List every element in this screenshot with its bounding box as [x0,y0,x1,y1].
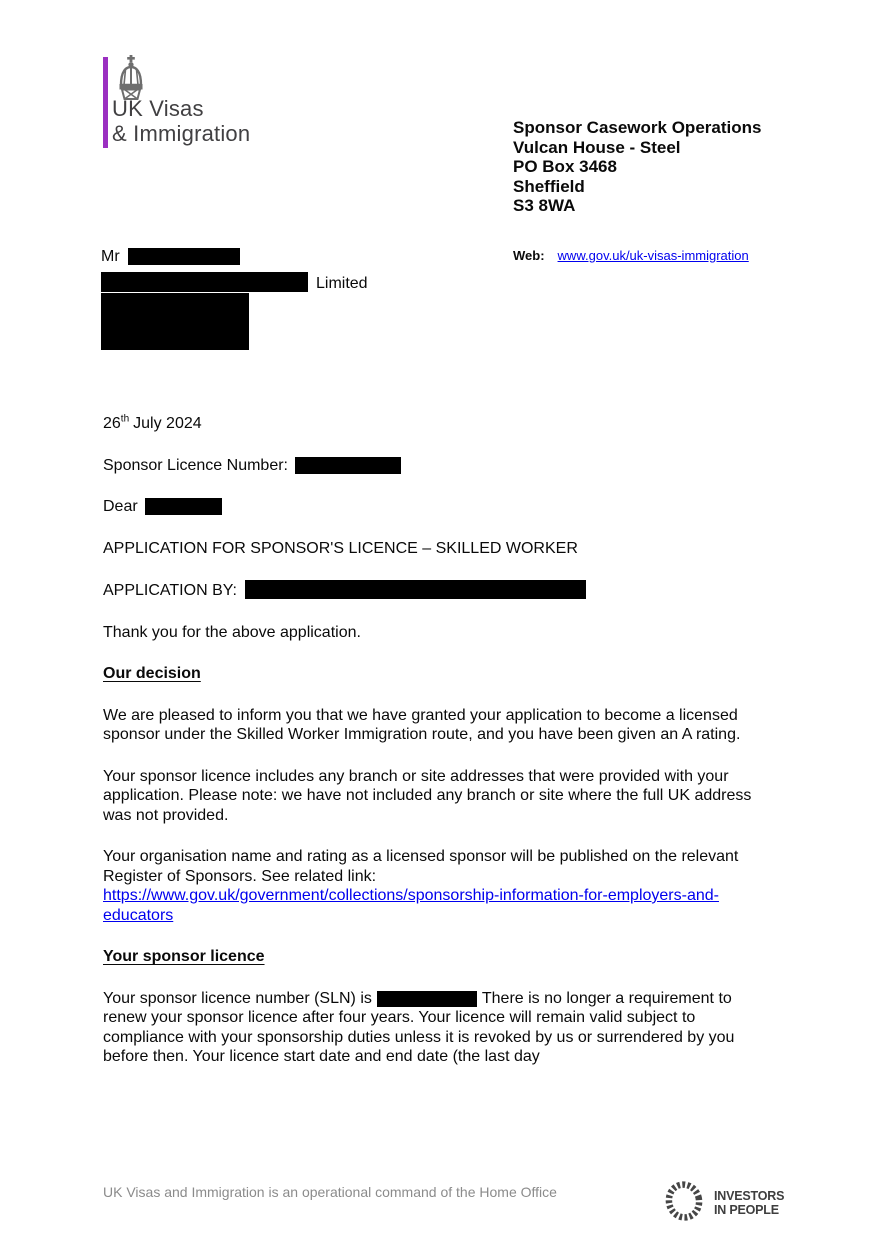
recipient-block [101,247,368,350]
redaction-sln [295,457,401,474]
register-of-sponsors-link[interactable]: https://www.gov.uk/government/collections/sponsorship-information-for-employers-and-educators [103,887,719,924]
date-day: 26 [103,415,121,432]
application-by-label: APPLICATION BY: [103,582,237,599]
web-label: Web: [513,248,545,263]
brand-line1: UK Visas [112,96,204,121]
iip-line2: IN PEOPLE [714,1202,779,1217]
redaction-recipient-name [128,248,240,265]
address-line: Vulcan House - Steel [513,137,681,157]
web-line [513,248,749,263]
licence-text-before: Your sponsor licence number (SLN) is [103,989,372,1007]
redaction-sln-inline [377,991,477,1007]
subject-line: APPLICATION FOR SPONSOR'S LICENCE – SKILLED WORKER [103,539,578,557]
letter-body [103,414,777,1089]
brand-line2: & Immigration [112,121,251,146]
brand-wordmark [112,96,250,146]
investors-in-people-logo [662,1177,784,1230]
office-address-block [513,118,761,216]
brand-purple-bar [103,57,108,148]
decision-paragraph-3 [103,847,777,925]
licence-text-after: There is no longer a requirement to renew your sponsor licence after four years. Your licence will remain valid subject to compliance with your sponsorship duties unless it is revoked by us or surrendered by you before then. Your licence start date and end date (the last day [103,989,735,1065]
address-line: Sponsor Casework Operations [513,118,762,137]
greeting-label: Dear [103,498,138,515]
decision-paragraph-1: We are pleased to inform you that we have granted your application to become a licensed sponsor under the Skilled Worker Immigration route, and you have been given an A rating. [103,706,741,743]
address-line: PO Box 3468 [513,157,617,176]
date-rest: July 2024 [133,415,202,432]
decision-heading: Our decision [103,665,201,682]
decision-paragraph-2: Your sponsor licence includes any branch or site addresses that were provided with your application. Please note: we have not included any branch or site where the full UK address was not provided. [103,767,752,824]
ukvi-web-link[interactable]: www.gov.uk/uk-visas-immigration [557,248,749,263]
greeting-line [103,497,777,517]
iip-line1: INVESTORS [714,1189,785,1203]
licence-paragraph [103,989,777,1067]
recipient-title: Mr [101,248,120,265]
footer-note: UK Visas and Immigration is an operational command of the Home Office [103,1184,557,1200]
redaction-company-address [101,293,249,350]
laurel-wreath-icon [662,1177,706,1230]
date-ordinal: th [120,413,130,425]
iip-wordmark [714,1190,784,1217]
licence-heading: Your sponsor licence [103,948,265,965]
redaction-greeting-name [145,498,222,515]
register-intro-text: Your organisation name and rating as a licensed sponsor will be published on the relevant Register of Sponsors. See related link: [103,848,739,885]
sln-line [103,456,777,476]
date-line [103,414,777,434]
address-line: Sheffield [513,176,585,196]
application-by-line [103,580,777,601]
sln-label: Sponsor Licence Number: [103,456,288,474]
company-suffix: Limited [316,275,368,292]
thanks-text: Thank you for the above application. [103,623,361,641]
address-line: S3 8WA [513,196,576,215]
redaction-applicant-name [245,580,586,599]
redaction-company-name [101,272,308,292]
